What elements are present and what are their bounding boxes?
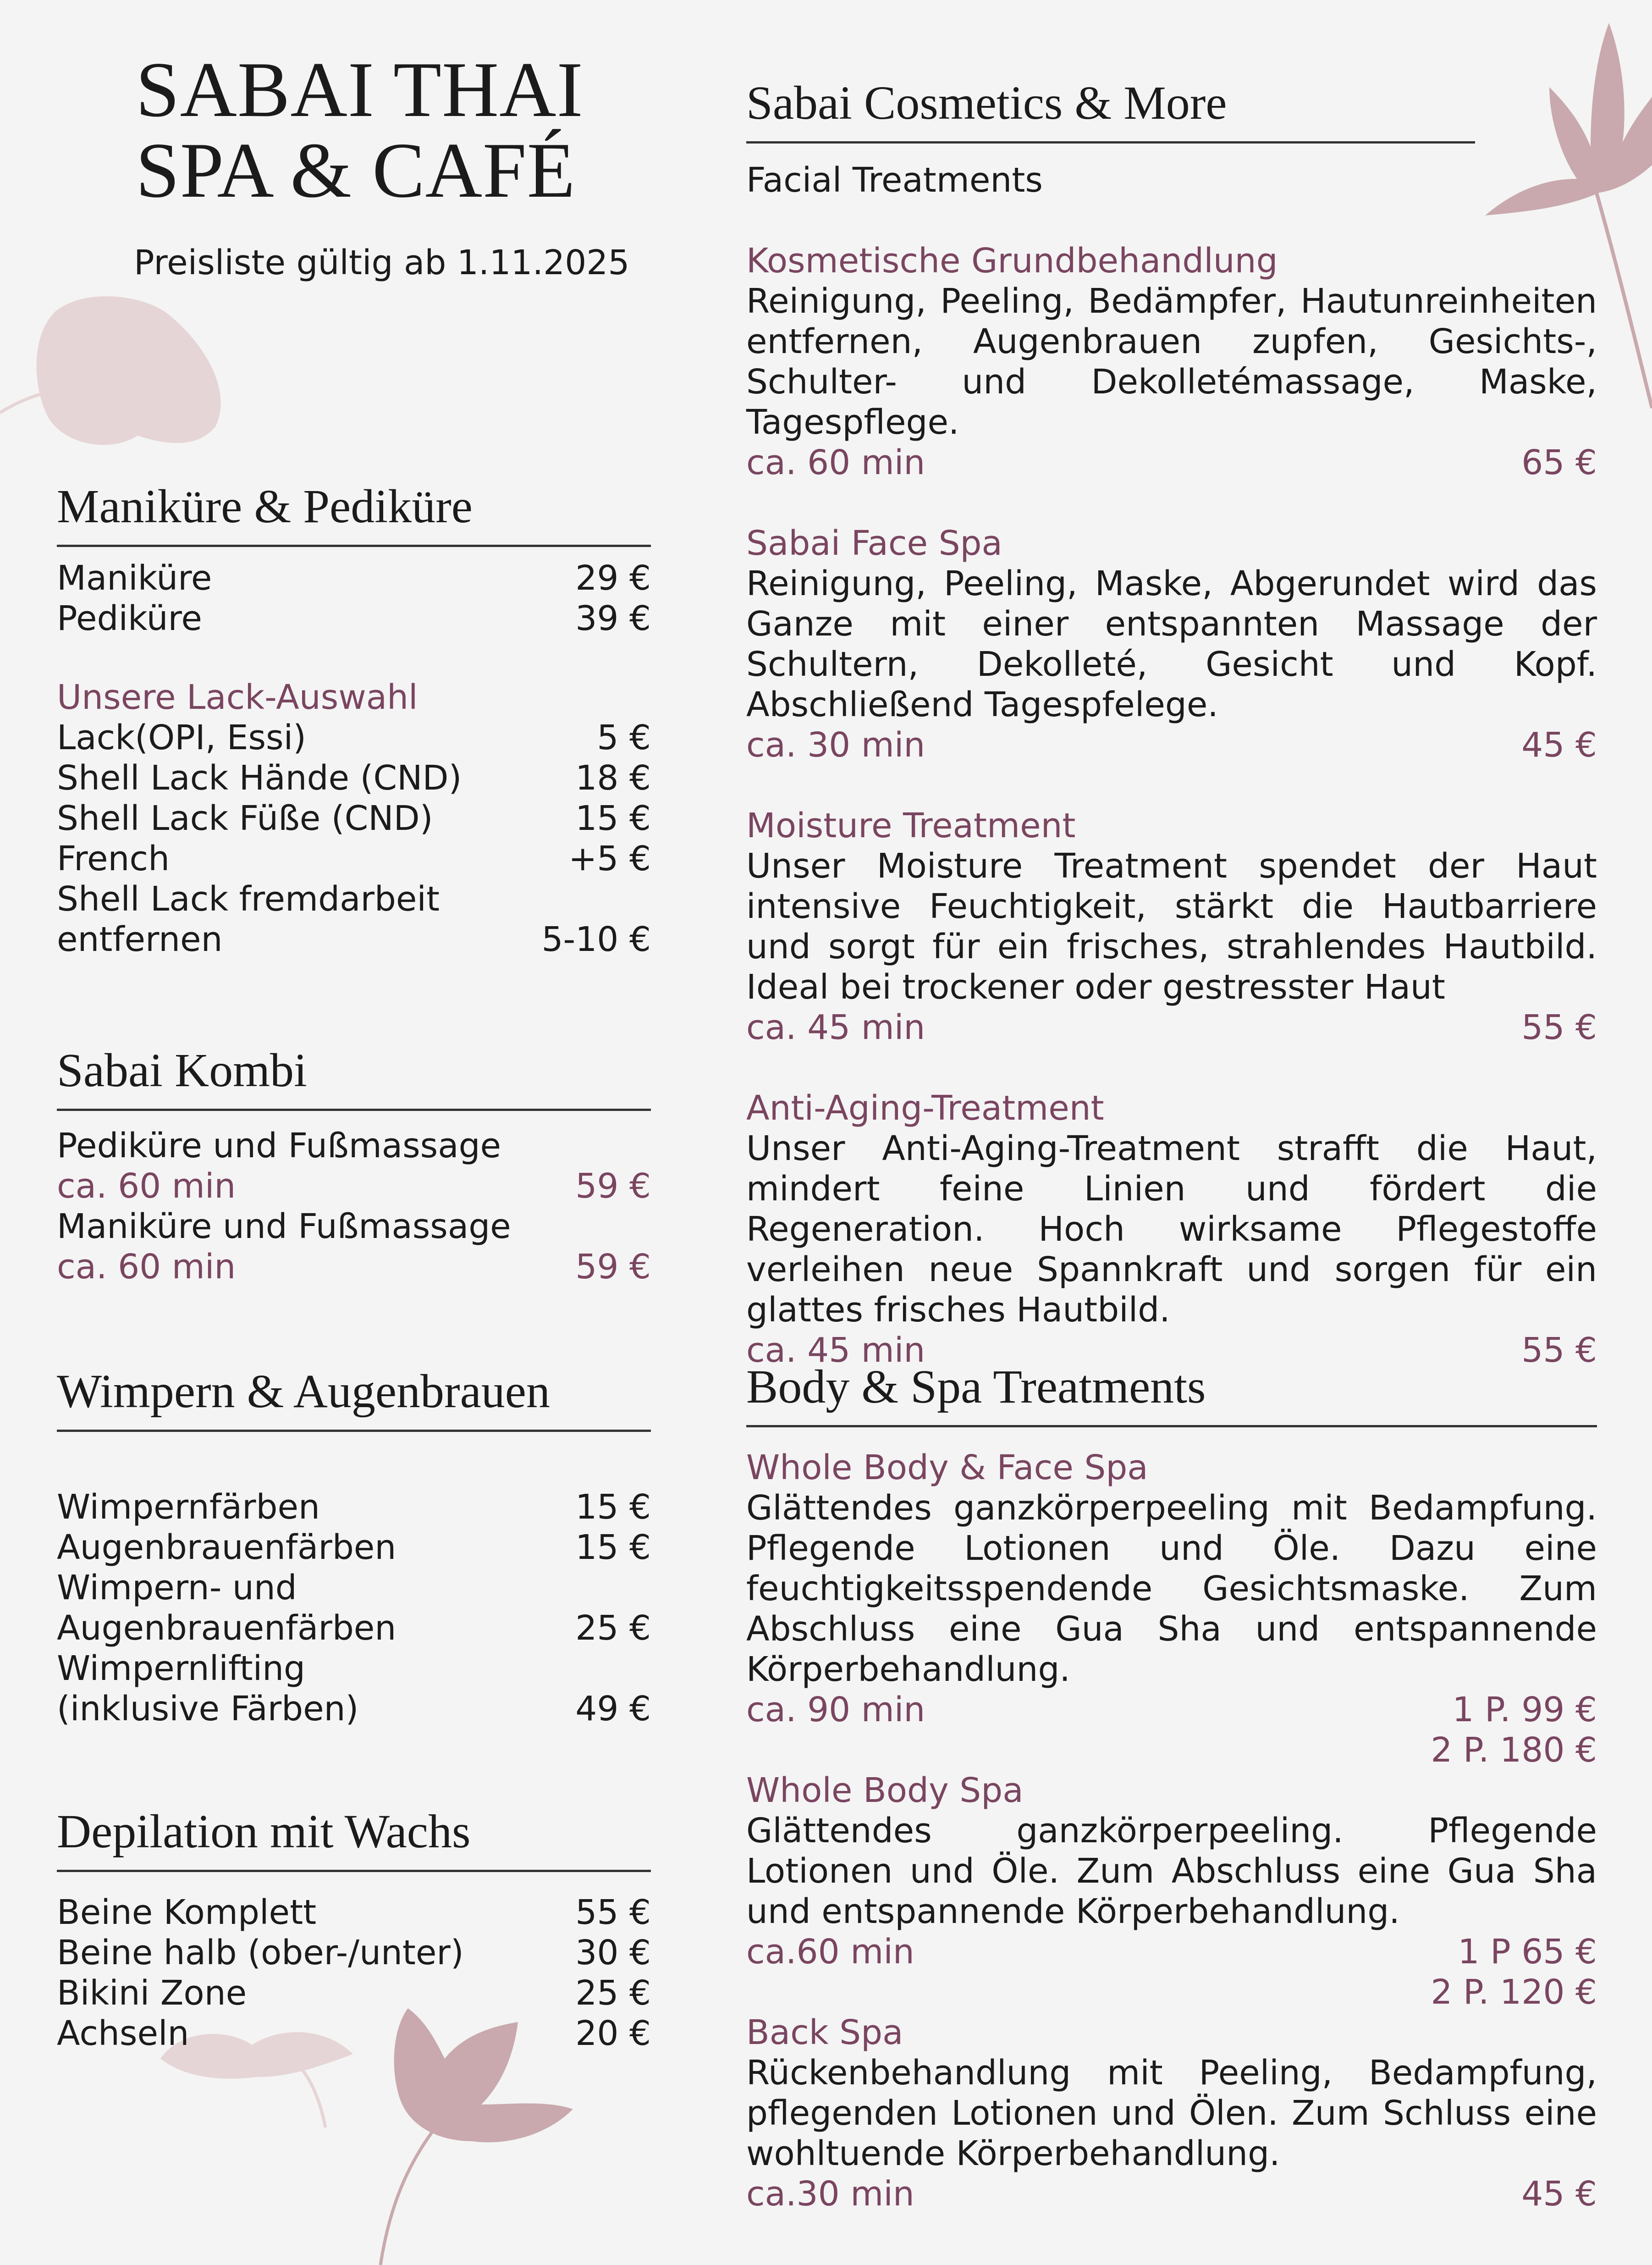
price-row [57,1247,651,1287]
item-name: Bikini Zone [57,1973,247,2013]
item-name: Pediküre und Fußmassage [57,1126,501,1166]
item-name: Lack(OPI, Essi) [57,718,307,757]
price-row [57,1166,651,1206]
section-heading: Sabai Kombi [57,1041,651,1111]
treatment-price-2: 2 P. 120 € [1431,1972,1597,2012]
price-row [57,1527,651,1568]
item-price: 15 € [575,1528,651,1567]
treatment-name: Anti-Aging-Treatment [746,1088,1104,1128]
treatment-name: Whole Body Spa [746,1771,1024,1810]
price-row [57,1689,651,1729]
item-name-row [57,1206,651,1247]
item-price: 15 € [575,799,651,838]
treatment-name: Whole Body & Face Spa [746,1448,1148,1487]
price-row [57,879,651,919]
item-name: entfernen [57,920,223,959]
treatment-price-2: 2 P. 180 € [1431,1730,1597,1770]
price-row [57,2013,651,2054]
price-row [746,442,1597,483]
section-heading: Body & Spa Treatments [746,1357,1597,1427]
item-price: 59 € [575,1247,651,1287]
price-row [746,1690,1597,1730]
treatment-description: Reinigung, Peeling, Bedämpfer, Hautunreinheiten entfernen, Augenbrauen zupfen, Gesichts-, Schulter- und Dekolletémassage, Maske, Tagespflege. [746,282,1597,442]
price-row [57,919,651,960]
treatment-item [746,241,1597,483]
item-price: 5-10 € [541,920,651,959]
treatment-price: 65 € [1521,443,1597,482]
section-lashes [57,1362,651,1729]
price-row [746,1932,1597,1972]
treatment-name: Kosmetische Grundbehandlung [746,241,1278,281]
price-row [57,1487,651,1527]
treatment-description: Glättendes ganzkörperpeeling mit Bedampfung. Pflegende Lotionen und Öle. Dazu eine feuchtigkeitsspendende Gesichtsmaske. Zum Abschluss eine Gua Sha und entspannende Körperbehandlung. [746,1488,1597,1689]
item-name: Shell Lack fremdarbeit [57,879,440,919]
price-row [57,1892,651,1933]
price-row [57,718,651,758]
section-wax [57,1802,651,2054]
item-name: Augenbrauenfärben [57,1608,396,1648]
item-name: Beine Komplett [57,1893,317,1932]
item-price: 49 € [575,1689,651,1729]
item-name: (inklusive Färben) [57,1689,359,1729]
section-heading: Maniküre & Pediküre [57,477,651,547]
treatment-name: Back Spa [746,2013,903,2052]
item-price: 20 € [575,2014,651,2053]
item-price: 55 € [575,1893,651,1932]
section-cosmetics [746,73,1597,1370]
treatment-price: 55 € [1521,1008,1597,1047]
treatment-duration: ca. 45 min [746,1008,925,1047]
price-row [746,1007,1597,1048]
item-price: 25 € [575,1973,651,2013]
item-name: Achseln [57,2014,189,2053]
item-price: 15 € [575,1487,651,1527]
item-price: 5 € [597,718,651,757]
section-kombi [57,1041,651,1287]
treatment-price: 1 P. 99 € [1452,1690,1597,1729]
price-row [57,758,651,798]
section-heading: Wimpern & Augenbrauen [57,1362,651,1432]
price-row [57,1973,651,2013]
subsection-heading: Unsere Lack-Auswahl [57,678,418,717]
treatment-duration: ca. 90 min [746,1690,925,1729]
treatment-item [746,2012,1597,2214]
item-price: +5 € [568,839,651,878]
price-row [57,558,651,598]
price-row [57,798,651,839]
item-name-row [57,1126,651,1166]
title-line-2: SPA & CAFÉ [136,127,576,214]
treatment-item [746,806,1597,1048]
item-price: 18 € [575,758,651,798]
section-manicure [57,477,651,960]
treatment-price: 55 € [1521,1331,1597,1370]
item-price: 29 € [575,558,651,598]
price-row [746,2174,1597,2214]
price-row [57,1648,651,1689]
treatment-duration: ca. 45 min [746,1331,925,1370]
section-heading: Sabai Cosmetics & More [746,73,1475,144]
item-name: Wimpernfärben [57,1487,320,1527]
item-name: Shell Lack Hände (CND) [57,758,462,798]
item-price: 59 € [575,1166,651,1206]
item-price: 25 € [575,1608,651,1648]
treatment-item [746,523,1597,765]
price-row [57,1608,651,1648]
price-row [57,598,651,639]
price-row [57,1568,651,1608]
treatment-price: 1 P 65 € [1458,1932,1597,1972]
treatment-duration: ca.60 min [746,1932,914,1972]
item-name: Maniküre und Fußmassage [57,1207,511,1246]
item-price: 30 € [575,1933,651,1972]
treatment-item [746,1770,1597,2012]
section-heading: Depilation mit Wachs [57,1802,651,1872]
page-title [136,46,584,214]
treatment-item [746,1088,1597,1370]
price-row [746,725,1597,765]
section-body [746,1357,1597,2214]
treatment-description: Rückenbehandlung mit Peeling, Bedampfung, pflegenden Lotionen und Ölen. Zum Schluss eine wohltuende Körperbehandlung. [746,2053,1597,2173]
price-row [57,1933,651,1973]
treatment-duration: ca.30 min [746,2174,914,2214]
treatment-name: Sabai Face Spa [746,524,1002,563]
treatment-price: 45 € [1521,2174,1597,2214]
treatment-price: 45 € [1521,725,1597,765]
item-price: 39 € [575,599,651,638]
item-name: Beine halb (ober-/unter) [57,1933,464,1972]
price-row [57,839,651,879]
treatment-description: Unser Anti-Aging-Treatment strafft die Haut, mindert feine Linien und fördert die Regeneration. Hoch wirksame Pflegestoffe verleihen neue Spannkraft und sorgen für ein glattes frisches Hautbild. [746,1129,1597,1330]
treatment-name: Moisture Treatment [746,806,1076,845]
treatment-duration: ca. 30 min [746,725,925,765]
treatment-duration: ca. 60 min [746,443,925,482]
item-duration: ca. 60 min [57,1166,236,1206]
treatment-description: Glättendes ganzkörperpeeling. Pflegende Lotionen und Öle. Zum Abschluss eine Gua Sha und entspannende Körperbehandlung. [746,1811,1597,1931]
item-name: Maniküre [57,558,212,598]
item-duration: ca. 60 min [57,1247,236,1287]
item-name: Pediküre [57,599,202,638]
subsection-heading: Facial Treatments [746,160,1043,200]
item-name: Shell Lack Füße (CND) [57,799,433,838]
flower-top-left-icon [0,284,238,459]
item-name: Wimpern- und [57,1568,297,1608]
validity-note: Preisliste gültig ab 1.11.2025 [134,243,630,282]
treatment-description: Reinigung, Peeling, Maske, Abgerundet wird das Ganze mit einer entspannten Massage der Schultern, Dekolleté, Gesicht und Kopf. Abschließend Tagespfelege. [746,564,1597,724]
item-name: French [57,839,170,878]
title-line-1: SABAI THAI [136,46,584,133]
treatment-item [746,1447,1597,1770]
item-name: Augenbrauenfärben [57,1528,396,1567]
item-name: Wimpernlifting [57,1649,306,1688]
treatment-description: Unser Moisture Treatment spendet der Haut intensive Feuchtigkeit, stärkt die Hautbarriere und sorgt für ein frisches, strahlendes Hautbild. Ideal bei trockener oder gestresster Haut [746,846,1597,1007]
